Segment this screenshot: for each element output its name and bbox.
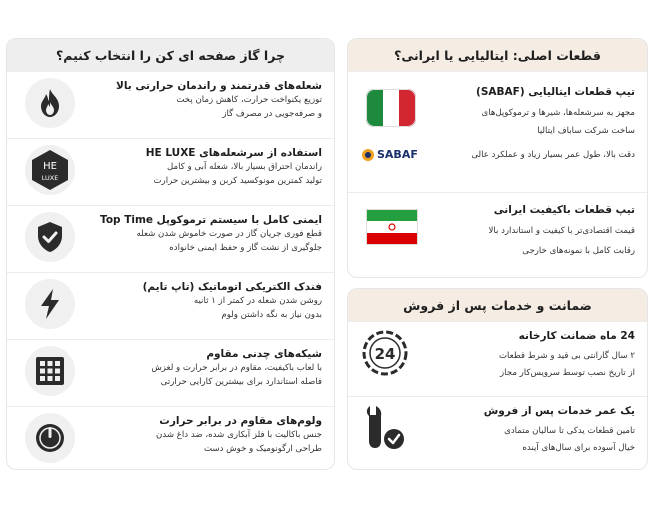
why-choose-title: چرا گاز صفحه ای کن را انتخاب کنیم؟ bbox=[7, 39, 334, 71]
parts-desc-line: ساخت شرکت ساباف ایتالیا bbox=[537, 126, 635, 136]
iran-flag-icon bbox=[366, 209, 418, 245]
why-choose-panel bbox=[6, 38, 335, 470]
feature-burners bbox=[7, 71, 334, 133]
service-desc-line: تامین قطعات یدکی تا سالیان متمادی bbox=[504, 426, 635, 436]
feature-desc-line: روشن شدن شعله در کمتر از ۱ ثانیه bbox=[193, 296, 322, 306]
warranty-row bbox=[348, 321, 647, 395]
feature-desc-line: جنس باکالیت با فلز آبکاری شده، ضد داغ شدن bbox=[156, 430, 322, 440]
feature-desc-line: با لعاب باکیفیت، مقاوم در برابر حرارت و لغزش bbox=[151, 363, 322, 373]
service-desc-line: از تاریخ نصب توسط سرویس‌کار مجاز bbox=[500, 368, 635, 378]
warranty-badge-text: 24 bbox=[374, 345, 396, 363]
feature-title: شعله‌های قدرتمند و راندمان حرارتی بالا bbox=[116, 80, 322, 92]
feature-desc-line: و صرفه‌جویی در مصرف گاز bbox=[222, 108, 322, 119]
feature-he-luxe bbox=[7, 138, 334, 200]
cast-iron-grate-icon bbox=[25, 346, 75, 396]
parts-desc-line: مجهز به سرشعله‌ها، شیرها و ترموکوپل‌های bbox=[481, 108, 635, 118]
feature-desc-line: بدون نیاز به نگه داشتن ولوم bbox=[221, 309, 322, 320]
parts-row-title: تیپ قطعات باکیفیت ایرانی bbox=[493, 204, 635, 216]
feature-desc-line: جلوگیری از نشت گاز و حفظ ایمنی خانواده bbox=[169, 242, 322, 253]
feature-igniter bbox=[7, 272, 334, 334]
shield-check-icon bbox=[25, 212, 75, 262]
parts-desc-line: رقابت کامل با نمونه‌های خارجی bbox=[522, 246, 635, 256]
service-desc-line: ۲ سال گارانتی بی قید و شرط قطعات bbox=[498, 351, 635, 361]
warranty-24-icon bbox=[362, 330, 408, 376]
feature-knobs bbox=[7, 406, 334, 468]
luxe-logo-text: LUXE bbox=[41, 174, 59, 182]
sabaf-logo-text: SABAF bbox=[377, 148, 418, 161]
feature-title: استفاده از سرشعله‌های HE LUXE bbox=[145, 147, 322, 159]
flame-icon bbox=[25, 78, 75, 128]
feature-grates bbox=[7, 339, 334, 401]
he-luxe-logo-icon bbox=[25, 145, 75, 195]
feature-title: ولوم‌های مقاوم در برابر حرارت bbox=[159, 415, 322, 427]
he-logo-text: HE bbox=[43, 161, 57, 172]
feature-title: فندک الکتریکی اتوماتیک (تاپ تایم) bbox=[142, 281, 322, 293]
sabaf-logo bbox=[362, 148, 418, 161]
main-parts-panel bbox=[347, 38, 648, 278]
feature-desc-line: قطع فوری جریان گاز در صورت خاموش شدن شعله bbox=[136, 229, 322, 239]
wrench-check-icon bbox=[362, 403, 408, 451]
italian-parts-row bbox=[348, 71, 647, 191]
feature-desc-line: راندمان احتراق بسیار بالا، شعله آبی و کامل bbox=[166, 162, 322, 172]
lightning-icon bbox=[25, 279, 75, 329]
feature-desc-line: تولید کمترین مونوکسید کربن و بیشترین حرارت bbox=[153, 175, 322, 186]
warranty-service-panel bbox=[347, 288, 648, 470]
knob-icon bbox=[25, 413, 75, 463]
feature-desc-line: طراحی ارگونومیک و خوش دست bbox=[203, 443, 322, 454]
service-desc-line: خیال آسوده برای سال‌های آینده bbox=[522, 443, 635, 453]
service-row-title: 24 ماه ضمانت کارخانه bbox=[518, 330, 635, 342]
warranty-service-title: ضمانت و خدمات پس از فروش bbox=[348, 289, 647, 321]
sabaf-logo-icon bbox=[362, 149, 374, 161]
service-row-title: یک عمر خدمات پس از فروش bbox=[483, 405, 635, 417]
after-sales-row bbox=[348, 396, 647, 470]
main-parts-title: قطعات اصلی: ایتالیایی یا ایرانی؟ bbox=[348, 39, 647, 71]
feature-desc-line: توزیع یکنواخت حرارت، کاهش زمان پخت bbox=[176, 95, 322, 105]
parts-row-title: تیپ قطعات ایتالیایی (SABAF) bbox=[476, 86, 635, 98]
italy-flag-icon bbox=[366, 89, 416, 127]
feature-title: ایمنی کامل با سیستم ترموکوپل Top Time bbox=[100, 214, 322, 226]
feature-thermocouple bbox=[7, 205, 334, 267]
parts-desc-line: دقت بالا، طول عمر بسیار زیاد و عملکرد عالی bbox=[471, 150, 635, 160]
iranian-parts-row bbox=[348, 192, 647, 278]
feature-title: شیکه‌های چدنی مقاوم bbox=[206, 348, 322, 360]
feature-desc-line: فاصله استاندارد برای بیشترین کارایی حرارتی bbox=[160, 376, 322, 387]
parts-desc-line: قیمت اقتصادی‌تر با کیفیت و استاندارد بالا bbox=[488, 226, 635, 236]
